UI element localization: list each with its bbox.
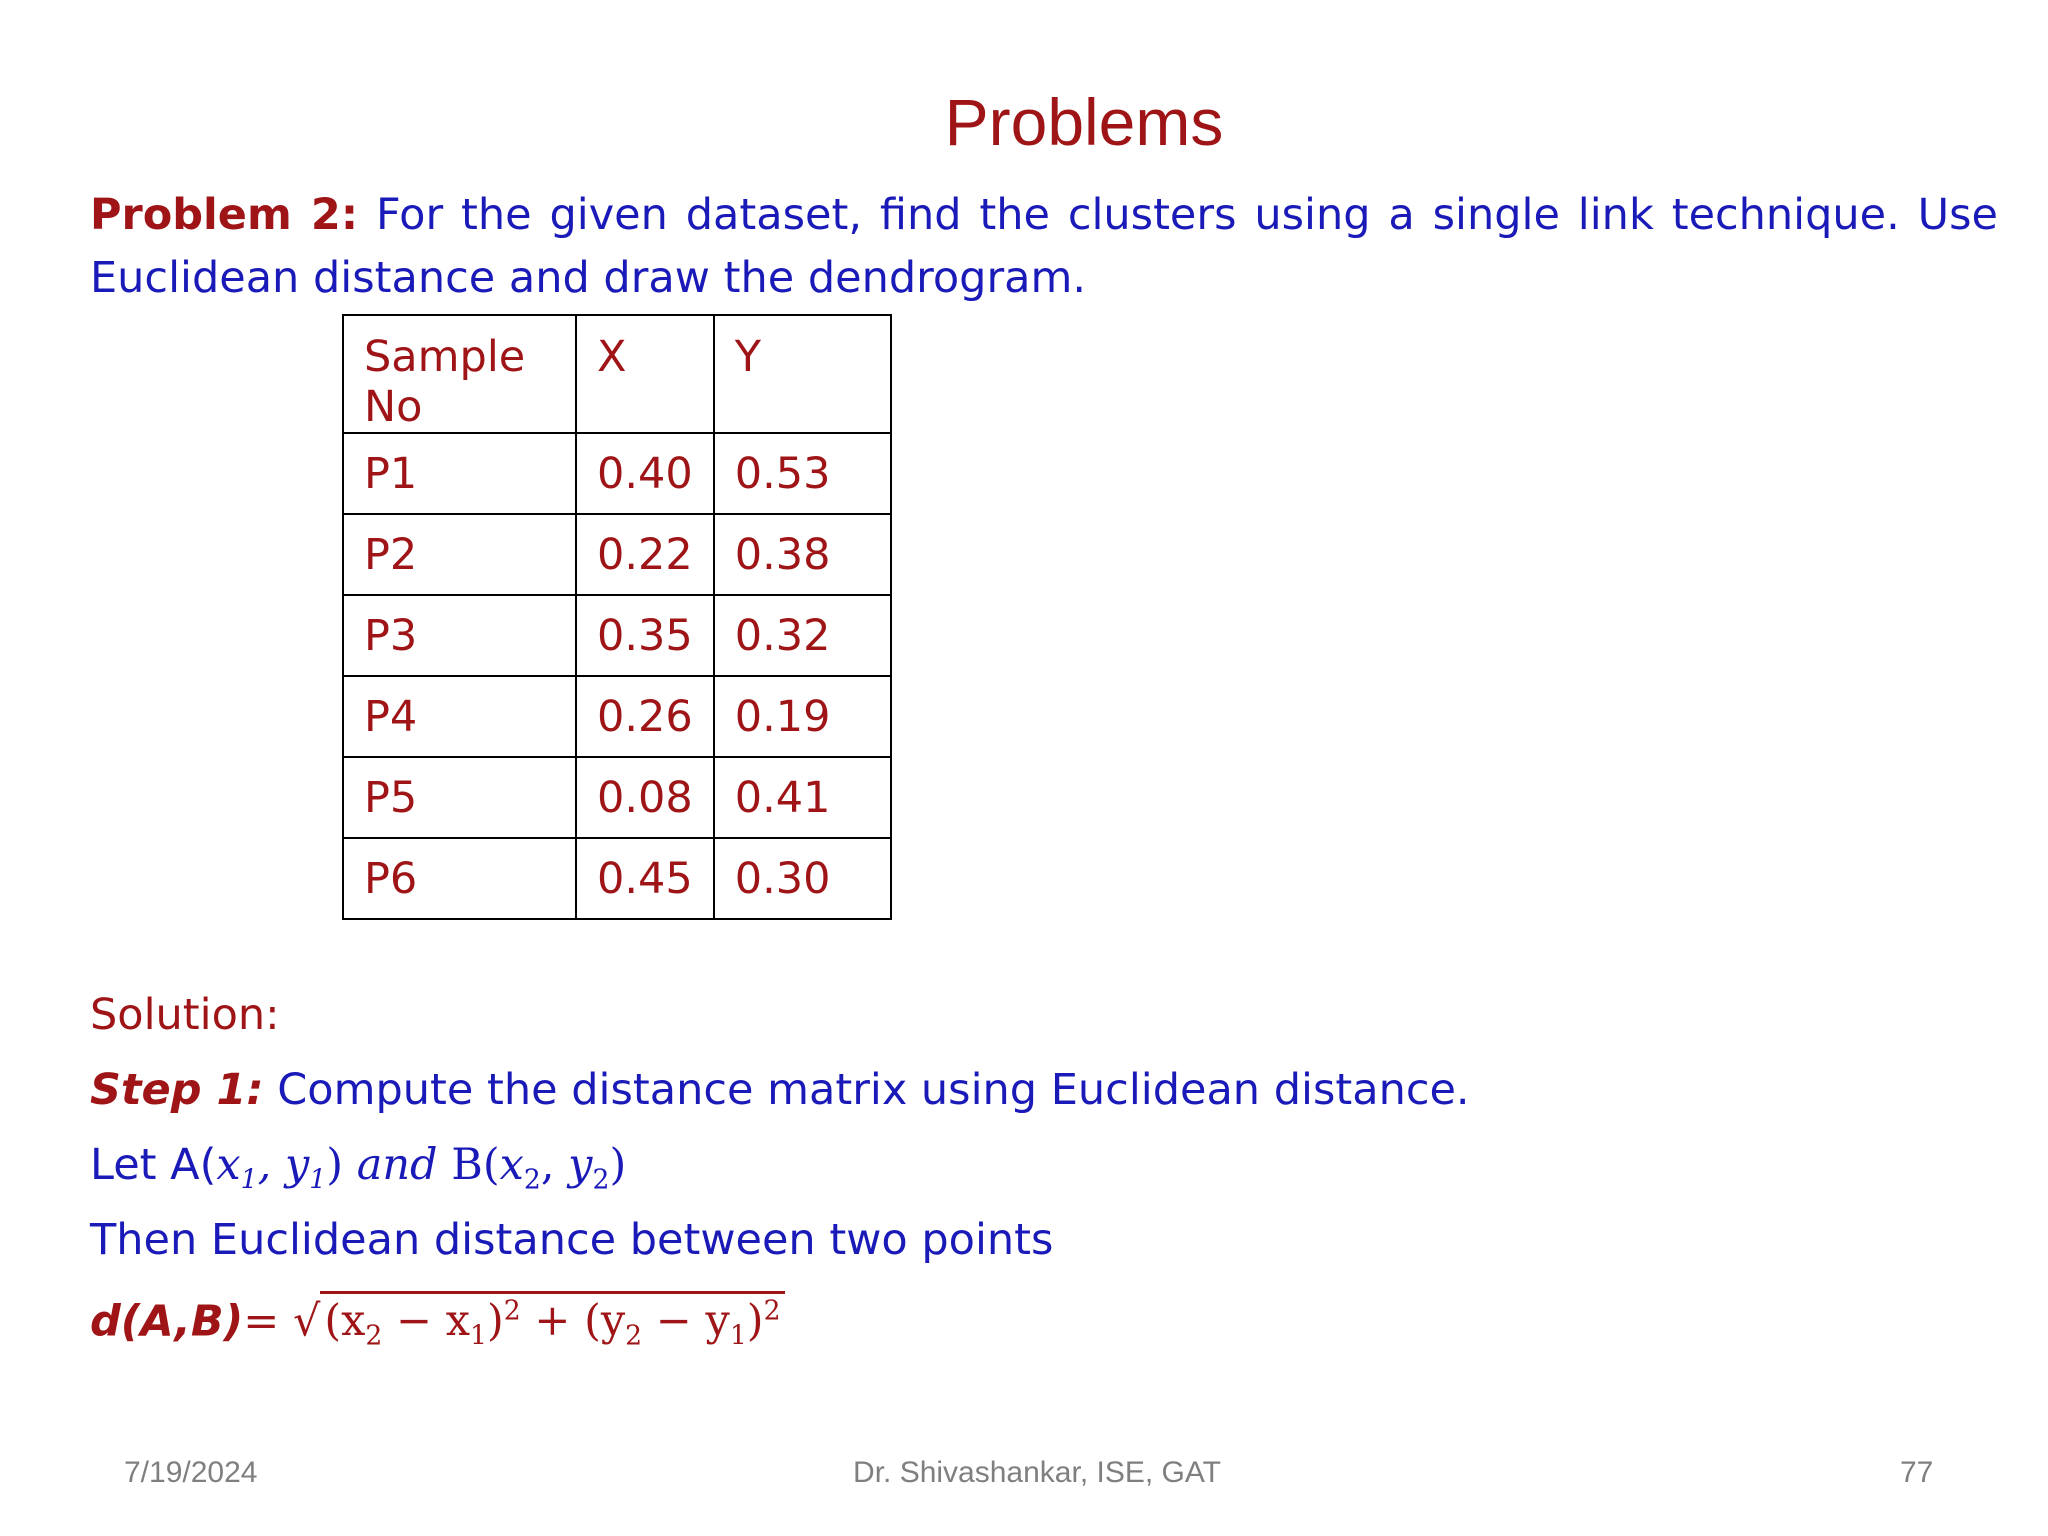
let-points-line: Let $A(x_1$, $y_1$) and $B(x_2$, $y_2$) <box>90 1140 627 1196</box>
table-cell: 0.35 <box>576 595 714 676</box>
table-cell: P1 <box>343 433 576 514</box>
step1-label: Step 1: <box>90 1065 264 1115</box>
dataset-table <box>342 314 892 920</box>
let-text: Let A( <box>90 1140 217 1190</box>
table-cell: 0.19 <box>714 676 891 757</box>
footer-date: 7/19/2024 <box>124 1456 258 1489</box>
then-text: Then Euclidean distance between two points <box>90 1215 1054 1265</box>
point-a-coords: $x_1$, $y_1$ <box>216 1140 327 1196</box>
step1-line <box>90 1065 1470 1115</box>
table-row <box>343 514 891 595</box>
table-cell: 0.41 <box>714 757 891 838</box>
table-cell: 0.08 <box>576 757 714 838</box>
table-cell: 0.53 <box>714 433 891 514</box>
table-cell: P5 <box>343 757 576 838</box>
formula-label: d(A,B) <box>90 1296 244 1347</box>
problem-statement <box>90 184 1998 310</box>
distance-formula: $d(A,B)= √(x_2 - x_1)^2 + (y_2 - y_1)^2$ <box>90 1296 785 1352</box>
sqrt-expression <box>293 1296 785 1352</box>
slide-title: Problems <box>944 85 1224 159</box>
table-header-row <box>343 315 891 433</box>
table-row <box>343 433 891 514</box>
table-row <box>343 595 891 676</box>
table-header-cell: X <box>576 315 714 433</box>
solution-label: Solution: <box>90 990 280 1040</box>
table-header-cell: Y <box>714 315 891 433</box>
problem-text: For the given dataset, find the clusters using a single link technique. Use Euclidean distance and draw the dendrogram. <box>90 190 1999 303</box>
table-cell: 0.26 <box>576 676 714 757</box>
table-cell: P2 <box>343 514 576 595</box>
sqrt-symbol: √ <box>292 1296 321 1347</box>
table-cell: 0.32 <box>714 595 891 676</box>
table-cell: 0.40 <box>576 433 714 514</box>
table-cell: P6 <box>343 838 576 919</box>
step1-text: Compute the distance matrix using Euclidean distance. <box>277 1065 1470 1115</box>
point-b-coords: $B(x_2$, $y_2$) <box>451 1140 627 1196</box>
table-cell: 0.45 <box>576 838 714 919</box>
and-word: and <box>356 1140 438 1190</box>
footer-author: Dr. Shivashankar, ISE, GAT <box>853 1456 1221 1489</box>
table-cell: P4 <box>343 676 576 757</box>
table-row <box>343 838 891 919</box>
problem-label: Problem 2: <box>90 190 359 240</box>
table-cell: 0.30 <box>714 838 891 919</box>
table-cell: P3 <box>343 595 576 676</box>
table-row <box>343 676 891 757</box>
footer-page-number: 77 <box>1900 1456 1934 1489</box>
table-cell: 0.22 <box>576 514 714 595</box>
radicand: $(x_2 - x_1)^2 + (y_2 - y_1)^2$ <box>320 1291 784 1346</box>
table-header-cell: Sample No <box>343 315 576 433</box>
table-cell: 0.38 <box>714 514 891 595</box>
table-row <box>343 757 891 838</box>
